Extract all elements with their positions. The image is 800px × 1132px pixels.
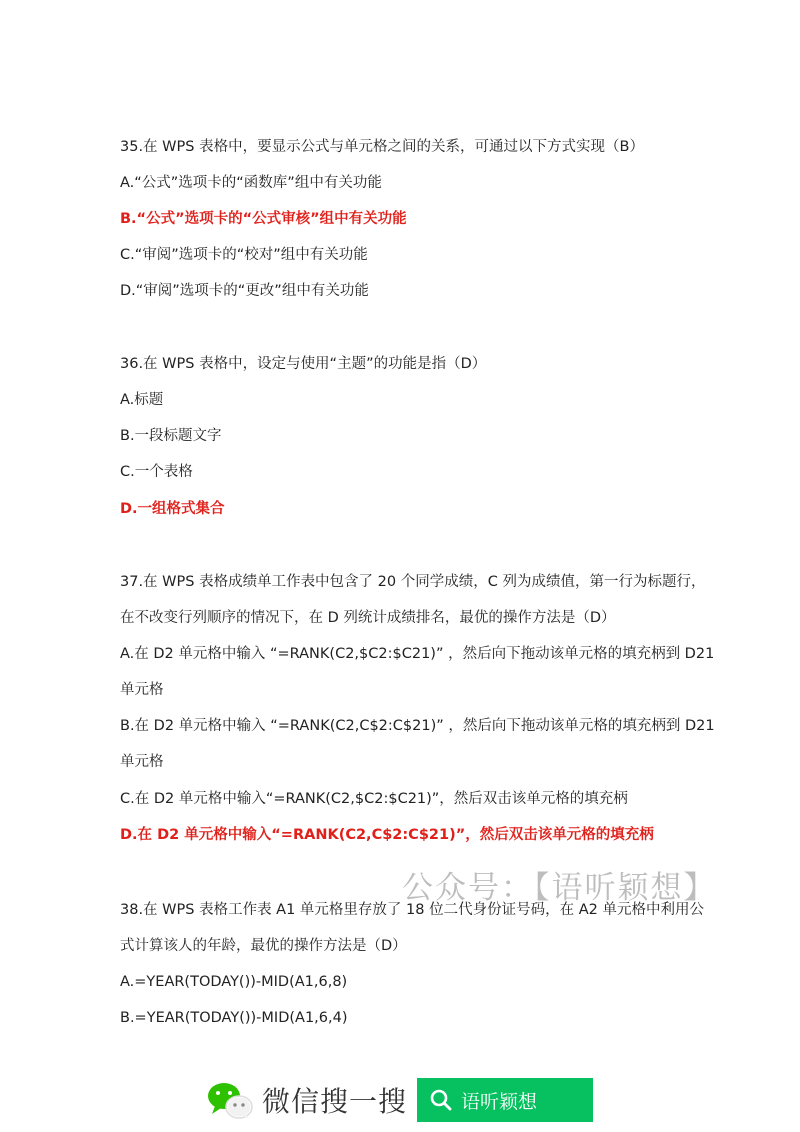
question-35-option-b-answer: B.“公式”选项卡的“公式审核”组中有关功能 (120, 211, 407, 227)
wechat-search-text: 微信搜一搜 (262, 1085, 408, 1118)
question-37-option-d-answer: D.在 D2 单元格中输入“=RANK(C2,C$2:C$21)”，然后双击该单元格的填充柄 (120, 827, 654, 843)
question-36-option-b: B.一段标题文字 (120, 428, 222, 444)
question-37-option-a-line-1: A.在 D2 单元格中输入 “=RANK(C2,$C2:$C21)” ，然后向下拖动该单元格的填充柄到 D21 (120, 646, 715, 662)
question-36-option-c: C.一个表格 (120, 464, 193, 480)
question-36-option-a: A.标题 (120, 392, 164, 408)
question-38-stem-line-1: 38.在 WPS 表格工作表 A1 单元格里存放了 18 位二代身份证号码，在 A2 单元格中利用公 (120, 902, 704, 918)
question-37-option-a-line-2: 单元格 (120, 682, 164, 698)
question-36-stem: 36.在 WPS 表格中，设定与使用“主题”的功能是指（D） (120, 356, 487, 372)
question-36-option-d-answer: D.一组格式集合 (120, 501, 225, 517)
watermark-text: 公众号：【语听颖想】 (402, 870, 717, 906)
question-37-stem-line-1: 37.在 WPS 表格成绩单工作表中包含了 20 个同学成绩，C 列为成绩值，第一行为标题行， (120, 574, 706, 590)
search-box[interactable] (417, 1078, 593, 1122)
question-35-option-a: A.“公式”选项卡的“函数库”组中有关功能 (120, 175, 382, 191)
search-icon (429, 1088, 453, 1112)
question-37-option-c: C.在 D2 单元格中输入“=RANK(C2,$C2:$C21)”，然后双击该单元格的填充柄 (120, 791, 628, 807)
question-37-stem-line-2: 在不改变行列顺序的情况下，在 D 列统计成绩排名，最优的操作方法是（D） (120, 610, 616, 626)
question-35-option-c: C.“审阅”选项卡的“校对”组中有关功能 (120, 247, 368, 263)
question-37-option-b-line-2: 单元格 (120, 754, 164, 770)
question-35-stem: 35.在 WPS 表格中，要显示公式与单元格之间的关系，可通过以下方式实现（B） (120, 139, 645, 155)
search-box-label: 语听颖想 (461, 1090, 538, 1113)
wechat-search-banner (206, 1078, 593, 1122)
question-38-option-a: A.=YEAR(TODAY())-MID(A1,6,8) (120, 974, 348, 990)
question-38-stem-line-2: 式计算该人的年龄，最优的操作方法是（D） (120, 938, 407, 954)
wechat-logo-icon (206, 1080, 254, 1120)
question-35-option-d: D.“审阅”选项卡的“更改”组中有关功能 (120, 283, 369, 299)
question-37-option-b-line-1: B.在 D2 单元格中输入 “=RANK(C2,C$2:C$21)” ，然后向下拖动该单元格的填充柄到 D21 (120, 718, 715, 734)
question-38-option-b: B.=YEAR(TODAY())-MID(A1,6,4) (120, 1010, 348, 1026)
